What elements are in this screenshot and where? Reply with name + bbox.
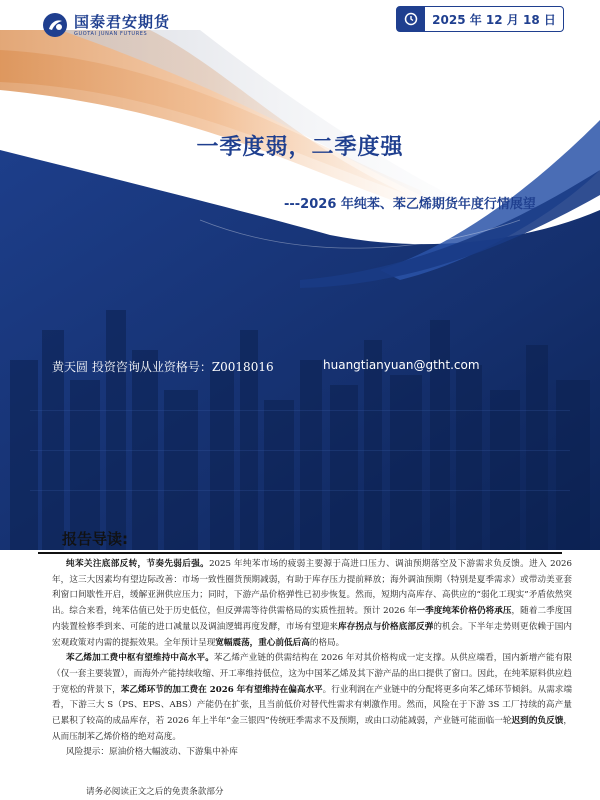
text-span: 苯乙烯产业链的供需结构在 2026 年对其价格构成一定支撑。从供应端看，国内新增产能有限（仅一套主要装置），而海外产能持续收缩、开工率维持低位，这为中国苯乙烯及其下游产品的出口提供了窗口。因此，在纯苯原料供应趋于宽松的背景下，: [52, 653, 572, 695]
guide-heading: 报告导读:: [62, 530, 128, 548]
report-date: 2025 年 12 月 18 日: [432, 12, 556, 27]
bold-lead: 苯乙烯加工费中枢有望维持中高水平。: [66, 653, 214, 664]
disclaimer-footer: 请务必阅读正文之后的免责条款部分: [86, 787, 224, 797]
logo-icon: [42, 12, 68, 38]
bold-span: 迟到的负反馈: [511, 716, 564, 727]
bold-span: 一季度纯苯价格仍将承压: [416, 606, 512, 617]
text-span: 的格局。: [309, 637, 345, 648]
clock-icon: [397, 7, 425, 31]
bold-span: 苯乙烯环节的加工费在 2026 年有望维持在偏高水平: [120, 684, 323, 695]
text-span: 2025 年纯苯市场的疲弱主要源于高进口压力、调油预期落空及下游需求负反馈。进入 2026 年，这三大因素均有望边际改善：市场一致性圈货预期减弱，有助于库存压力提前释放；海外调油预期（特别是夏季需求）或带动美亚套利窗口间歇性开启，缓解亚洲供应压力；同时，下游产品价格弹性已初步恢复。然而，短期内高库存、高供应的“弱化工现实”矛盾依然突出。综合来看，纯苯估值已处于历史低位，但反弹需等待供需格局的实质性扭转。预计 2026 年: [52, 559, 572, 617]
paragraph-benzene: [52, 557, 572, 651]
guide-body: [52, 557, 572, 761]
bold-span: 库存拐点与价格底部反弹: [338, 621, 434, 632]
report-date-badge: [396, 6, 564, 32]
text-span: ，随着二季度国内装置检修季到来、可能的进口减量以及调油逻辑再度发酵，市场有望迎来: [52, 606, 572, 632]
logo-cn-text: 国泰君安期货: [74, 12, 171, 31]
text-span: ，从而压制苯乙烯价格的绝对高度。: [52, 716, 572, 742]
logo-en-text: GUOTAI JUNAN FUTURES: [74, 30, 148, 37]
text-span: 。行业利润在产业链中的分配将更多向苯乙烯环节倾斜。从需求端看，下游三大 S（PS、EPS、ABS）产能仍在扩张，且当前低价对替代性需求有刺激作用。然而，风险在于下游 3S 工厂持续的高产量已累积了较高的成品库存，若 2026 年上半年“金三银四”传统旺季需求不及预期，或由口动能减弱，产业链可能面临一轮: [52, 684, 572, 727]
paragraph-styrene: [52, 651, 572, 745]
risk-note: 风险提示：原油价格大幅波动、下游集中补库: [66, 747, 238, 758]
report-subtitle: ---2026 年纯苯、苯乙烯期货年度行情展望: [284, 197, 536, 212]
report-title: 一季度弱，二季度强: [196, 135, 404, 160]
author-info: 黄天圆 投资咨询从业资格号：Z0018016: [52, 360, 274, 374]
text-span: 的机会。下半年走势则更依赖于国内宏观政策对内需的提振效果。全年预计呈现: [52, 621, 572, 648]
brand-logo: [42, 12, 170, 38]
cover-illustration: [0, 30, 600, 550]
author-email[interactable]: huangtianyuan@gtht.com: [323, 358, 480, 372]
bold-lead: 纯苯关注底部反转，节奏先弱后强。: [66, 559, 210, 569]
bold-span: 宽幅震荡，重心前低后高: [215, 637, 310, 648]
divider: [38, 552, 562, 554]
